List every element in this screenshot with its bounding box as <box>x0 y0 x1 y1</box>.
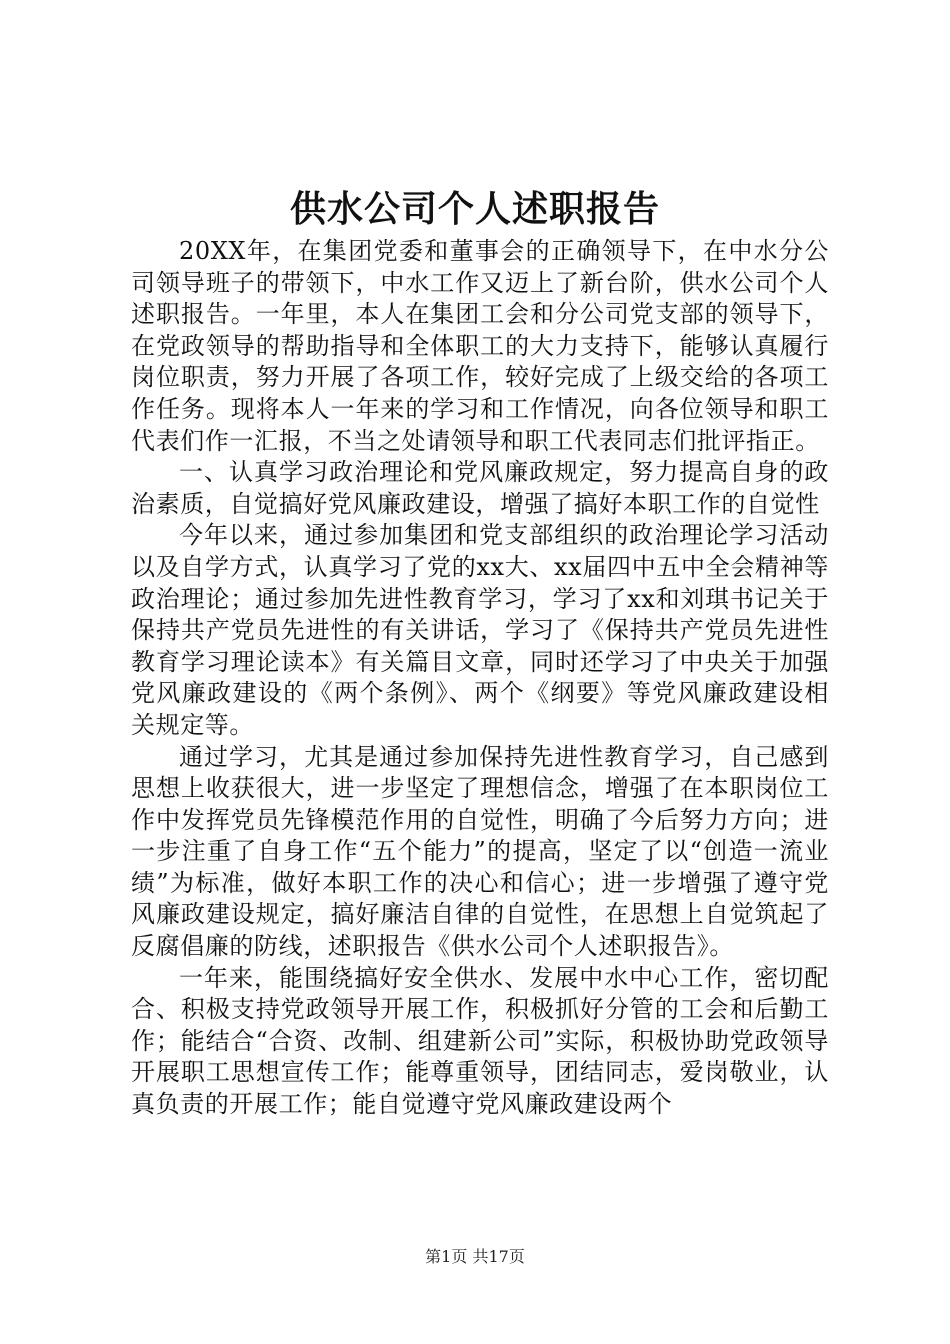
paragraph-work: 一年来，能围绕搞好安全供水、发展中水中心工作，密切配合、积极支持党政领导开展工作，积极抓好分管的工会和后勤工作；能结合“合资、改制、组建新公司”实际，积极协助党政领导开展职工思想宣传工作；能尊重领导，团结同志，爱岗敬业，认真负责的开展工作；能自觉遵守党风廉政建设两个 <box>131 963 829 1119</box>
paragraph-intro: 20XX年，在集团党委和董事会的正确领导下，在中水分公司领导班子的带领下，中水工作又迈上了新台阶，供水公司个人述职报告。一年里，本人在集团工会和分公司党支部的领导下，在党政领导的帮助指导和全体职工的大力支持下，能够认真履行岗位职责，努力开展了各项工作，较好完成了上级交给的各项工作任务。现将本人一年来的学习和工作情况，向各位领导和职工代表们作一汇报，不当之处请领导和职工代表同志们批评指正。 <box>131 237 829 455</box>
section-heading-1: 一、认真学习政治理论和党风廉政规定，努力提高自身的政治素质，自觉搞好党风廉政建设，增强了搞好本职工作的自觉性 <box>131 458 829 518</box>
page-total: 共17页 <box>472 1247 525 1266</box>
page-number: 第1页 <box>425 1247 468 1266</box>
document-body <box>131 236 829 1121</box>
page-footer <box>0 1246 950 1268</box>
paragraph-gains: 通过学习，尤其是通过参加保持先进性教育学习，自己感到思想上收获很大，进一步坚定了理想信念，增强了在本职岗位工作中发挥党员先锋模范作用的自觉性，明确了今后努力方向；进一步注重了自身工作“五个能力”的提高，坚定了以“创造一流业绩”为标准，做好本职工作的决心和信心；进一步增强了遵守党风廉政建设规定，搞好廉洁自律的自觉性，在思想上自觉筑起了反腐倡廉的防线，述职报告《供水公司个人述职报告》。 <box>131 742 829 961</box>
paragraph-study: 今年以来，通过参加集团和党支部组织的政治理论学习活动以及自学方式，认真学习了党的xx大、xx届四中五中全会精神等政治理论；通过参加先进性教育学习，学习了xx和刘琪书记关于保持共产党员先进性的有关讲话，学习了《保持共产党员先进性教育学习理论读本》有关篇目文章，同时还学习了中央关于加强党风廉政建设的《两个条例》、两个《纲要》等党风廉政建设相关规定等。 <box>131 521 829 739</box>
document-title: 供水公司个人述职报告 <box>289 188 660 230</box>
